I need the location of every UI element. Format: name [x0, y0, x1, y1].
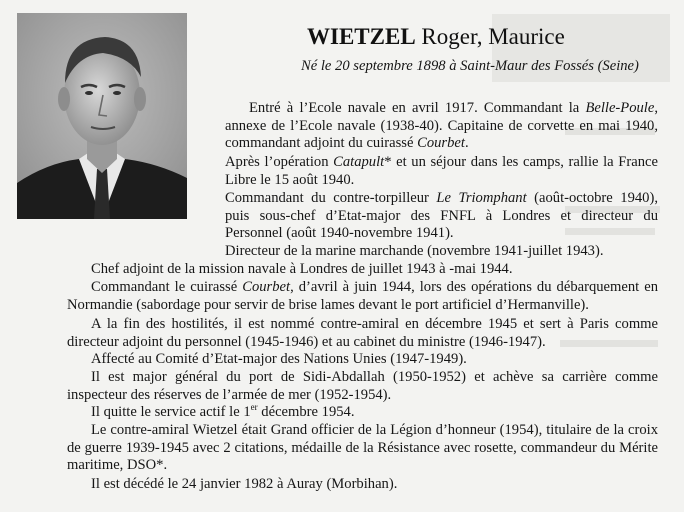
paragraph: Affecté au Comité d’Etat-major des Nations Unies (1947-1949).: [91, 351, 467, 367]
paragraph: Après l’opération Catapult* et un séjour dans les camps, rallie la France Libre le 15 août 1940.: [225, 154, 658, 188]
paragraph: Il quitte le service actif le 1er décembre 1954.: [91, 402, 355, 420]
paragraph: Il est décédé le 24 janvier 1982 à Auray (Morbihan).: [91, 476, 398, 492]
paragraph: Chef adjoint de la mission navale à Londres de juillet 1943 à -mai 1944.: [91, 261, 513, 277]
paragraph: Le contre-amiral Wietzel était Grand officier de la Légion d’honneur (1954), titulaire de la croix de guerre 1939-1945 avec 2 citations, médaille de la Résistance avec rosette, commandeur du Mérite maritime, DSO*.: [67, 422, 658, 474]
given-names: Roger, Maurice: [421, 24, 565, 49]
portrait-photo: [17, 13, 187, 219]
paragraph: Entré à l’Ecole navale en avril 1917. Commandant la Belle-Poule, annexe de l’Ecole navale (1938-40). Capitaine de corvette en mai 1940, commandant adjoint du cuirassé Courbet.: [225, 100, 658, 152]
portrait-photo-icon: [17, 13, 187, 219]
paragraph: A la fin des hostilités, il est nommé contre-amiral en décembre 1945 et sert à Paris comme directeur adjoint du personnel (1945-1946) et au cabinet du ministre (1946-1947).: [67, 316, 658, 350]
surname: WIETZEL: [307, 24, 416, 49]
paragraph: Directeur de la marine marchande (novembre 1941-juillet 1943).: [225, 243, 604, 259]
paragraph: Il est major général du port de Sidi-Abdallah (1950-1952) et achève sa carrière comme inspecteur des réserves de l’armée de mer (1952-1954).: [67, 369, 658, 403]
birth-line: Né le 20 septembre 1898 à Saint-Maur des Fossés (Seine): [301, 58, 639, 74]
paragraph: Commandant du contre-torpilleur Le Triomphant (août-octobre 1940), puis sous-chef d’Etat-major des FNFL à Londres et directeur du Personnel (août 1940-novembre 1941).: [225, 190, 658, 242]
paragraph: Commandant le cuirassé Courbet, d’avril à juin 1944, lors des opérations du débarquement en Normandie (sabordage pour servir de brise lames devant le port artificiel d’Hermanville).: [67, 279, 658, 313]
person-name: [307, 24, 565, 50]
